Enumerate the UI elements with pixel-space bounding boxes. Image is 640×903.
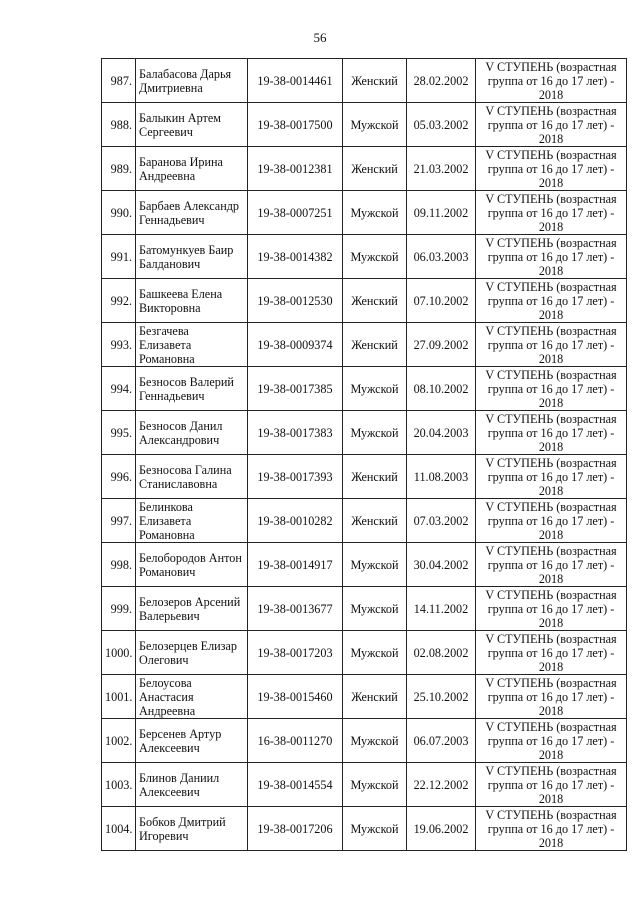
- participant-name-cell: Белозерцев Елизар Олегович: [136, 631, 248, 675]
- row-number-cell: 1000.: [102, 631, 136, 675]
- table-row: [102, 103, 627, 147]
- participant-sex-cell: Женский: [343, 279, 407, 323]
- participant-id-cell: 19-38-0015460: [248, 675, 343, 719]
- participant-id-cell: 19-38-0012530: [248, 279, 343, 323]
- participant-name-cell: Блинов Даниил Алексеевич: [136, 763, 248, 807]
- participant-name-cell: Белоусова Анастасия Андреевна: [136, 675, 248, 719]
- row-number-cell: 999.: [102, 587, 136, 631]
- birth-date-cell: 05.03.2002: [407, 103, 476, 147]
- row-number-cell: 990.: [102, 191, 136, 235]
- participant-sex-cell: Мужской: [343, 411, 407, 455]
- stage-level-cell: V СТУПЕНЬ (возрастная группа от 16 до 17 лет) - 2018: [476, 147, 627, 191]
- registry-table-body: [102, 59, 627, 851]
- stage-level-cell: V СТУПЕНЬ (возрастная группа от 16 до 17 лет) - 2018: [476, 323, 627, 367]
- row-number-cell: 994.: [102, 367, 136, 411]
- stage-level-cell: V СТУПЕНЬ (возрастная группа от 16 до 17 лет) - 2018: [476, 719, 627, 763]
- participant-name-cell: Безносов Данил Александрович: [136, 411, 248, 455]
- participant-id-cell: 19-38-0017203: [248, 631, 343, 675]
- row-number-cell: 992.: [102, 279, 136, 323]
- participant-id-cell: 19-38-0017393: [248, 455, 343, 499]
- birth-date-cell: 27.09.2002: [407, 323, 476, 367]
- participant-id-cell: 19-38-0014554: [248, 763, 343, 807]
- participant-name-cell: Берсенев Артур Алексеевич: [136, 719, 248, 763]
- row-number-cell: 993.: [102, 323, 136, 367]
- participant-sex-cell: Мужской: [343, 191, 407, 235]
- birth-date-cell: 30.04.2002: [407, 543, 476, 587]
- table-row: [102, 587, 627, 631]
- birth-date-cell: 11.08.2003: [407, 455, 476, 499]
- birth-date-cell: 25.10.2002: [407, 675, 476, 719]
- row-number-cell: 996.: [102, 455, 136, 499]
- table-row: [102, 499, 627, 543]
- birth-date-cell: 06.07.2003: [407, 719, 476, 763]
- row-number-cell: 988.: [102, 103, 136, 147]
- table-row: [102, 367, 627, 411]
- birth-date-cell: 19.06.2002: [407, 807, 476, 851]
- participant-sex-cell: Мужской: [343, 367, 407, 411]
- birth-date-cell: 02.08.2002: [407, 631, 476, 675]
- stage-level-cell: V СТУПЕНЬ (возрастная группа от 16 до 17 лет) - 2018: [476, 367, 627, 411]
- stage-level-cell: V СТУПЕНЬ (возрастная группа от 16 до 17 лет) - 2018: [476, 675, 627, 719]
- participant-name-cell: Безносов Валерий Геннадьевич: [136, 367, 248, 411]
- participant-id-cell: 19-38-0017383: [248, 411, 343, 455]
- birth-date-cell: 08.10.2002: [407, 367, 476, 411]
- stage-level-cell: V СТУПЕНЬ (возрастная группа от 16 до 17 лет) - 2018: [476, 191, 627, 235]
- stage-level-cell: V СТУПЕНЬ (возрастная группа от 16 до 17 лет) - 2018: [476, 587, 627, 631]
- table-row: [102, 59, 627, 103]
- row-number-cell: 987.: [102, 59, 136, 103]
- row-number-cell: 989.: [102, 147, 136, 191]
- birth-date-cell: 21.03.2002: [407, 147, 476, 191]
- birth-date-cell: 09.11.2002: [407, 191, 476, 235]
- table-row: [102, 191, 627, 235]
- birth-date-cell: 28.02.2002: [407, 59, 476, 103]
- stage-level-cell: V СТУПЕНЬ (возрастная группа от 16 до 17 лет) - 2018: [476, 455, 627, 499]
- participant-sex-cell: Женский: [343, 455, 407, 499]
- participant-name-cell: Балабасова Дарья Дмитриевна: [136, 59, 248, 103]
- participant-name-cell: Бобков Дмитрий Игоревич: [136, 807, 248, 851]
- participant-sex-cell: Женский: [343, 499, 407, 543]
- row-number-cell: 1001.: [102, 675, 136, 719]
- stage-level-cell: V СТУПЕНЬ (возрастная группа от 16 до 17 лет) - 2018: [476, 631, 627, 675]
- table-row: [102, 455, 627, 499]
- table-row: [102, 235, 627, 279]
- table-row: [102, 675, 627, 719]
- birth-date-cell: 20.04.2003: [407, 411, 476, 455]
- participant-sex-cell: Мужской: [343, 807, 407, 851]
- participant-sex-cell: Женский: [343, 147, 407, 191]
- row-number-cell: 1002.: [102, 719, 136, 763]
- table-row: [102, 543, 627, 587]
- table-row: [102, 323, 627, 367]
- participant-name-cell: Белинкова Елизавета Романовна: [136, 499, 248, 543]
- participant-id-cell: 19-38-0010282: [248, 499, 343, 543]
- row-number-cell: 995.: [102, 411, 136, 455]
- participant-sex-cell: Мужской: [343, 719, 407, 763]
- table-row: [102, 807, 627, 851]
- participant-name-cell: Барбаев Александр Геннадьевич: [136, 191, 248, 235]
- row-number-cell: 997.: [102, 499, 136, 543]
- stage-level-cell: V СТУПЕНЬ (возрастная группа от 16 до 17 лет) - 2018: [476, 411, 627, 455]
- table-row: [102, 411, 627, 455]
- participant-name-cell: Безгачева Елизавета Романовна: [136, 323, 248, 367]
- participant-name-cell: Белобородов Антон Романович: [136, 543, 248, 587]
- birth-date-cell: 14.11.2002: [407, 587, 476, 631]
- participant-sex-cell: Женский: [343, 323, 407, 367]
- participant-sex-cell: Мужской: [343, 103, 407, 147]
- participant-name-cell: Балыкин Артем Сергеевич: [136, 103, 248, 147]
- table-row: [102, 279, 627, 323]
- participant-sex-cell: Мужской: [343, 235, 407, 279]
- participant-sex-cell: Женский: [343, 59, 407, 103]
- participant-sex-cell: Мужской: [343, 763, 407, 807]
- birth-date-cell: 06.03.2003: [407, 235, 476, 279]
- stage-level-cell: V СТУПЕНЬ (возрастная группа от 16 до 17 лет) - 2018: [476, 59, 627, 103]
- stage-level-cell: V СТУПЕНЬ (возрастная группа от 16 до 17 лет) - 2018: [476, 807, 627, 851]
- row-number-cell: 991.: [102, 235, 136, 279]
- row-number-cell: 998.: [102, 543, 136, 587]
- birth-date-cell: 22.12.2002: [407, 763, 476, 807]
- stage-level-cell: V СТУПЕНЬ (возрастная группа от 16 до 17 лет) - 2018: [476, 499, 627, 543]
- participant-id-cell: 19-38-0014382: [248, 235, 343, 279]
- row-number-cell: 1004.: [102, 807, 136, 851]
- table-row: [102, 719, 627, 763]
- participant-id-cell: 19-38-0014917: [248, 543, 343, 587]
- participant-sex-cell: Женский: [343, 675, 407, 719]
- row-number-cell: 1003.: [102, 763, 136, 807]
- participant-name-cell: Батомункуев Баир Балданович: [136, 235, 248, 279]
- participant-name-cell: Баранова Ирина Андреевна: [136, 147, 248, 191]
- participant-name-cell: Башкеева Елена Викторовна: [136, 279, 248, 323]
- participant-sex-cell: Мужской: [343, 543, 407, 587]
- participant-sex-cell: Мужской: [343, 631, 407, 675]
- birth-date-cell: 07.03.2002: [407, 499, 476, 543]
- participant-id-cell: 19-38-0017385: [248, 367, 343, 411]
- table-row: [102, 147, 627, 191]
- participant-id-cell: 19-38-0017206: [248, 807, 343, 851]
- participant-id-cell: 19-38-0007251: [248, 191, 343, 235]
- participant-name-cell: Белозеров Арсений Валерьевич: [136, 587, 248, 631]
- participant-name-cell: Безносова Галина Станиславовна: [136, 455, 248, 499]
- table-row: [102, 763, 627, 807]
- stage-level-cell: V СТУПЕНЬ (возрастная группа от 16 до 17 лет) - 2018: [476, 279, 627, 323]
- participant-sex-cell: Мужской: [343, 587, 407, 631]
- registry-table: [101, 58, 627, 851]
- participant-id-cell: 19-38-0009374: [248, 323, 343, 367]
- participant-id-cell: 19-38-0013677: [248, 587, 343, 631]
- participant-id-cell: 16-38-0011270: [248, 719, 343, 763]
- page-number: 56: [313, 30, 327, 45]
- participant-id-cell: 19-38-0012381: [248, 147, 343, 191]
- table-row: [102, 631, 627, 675]
- stage-level-cell: V СТУПЕНЬ (возрастная группа от 16 до 17 лет) - 2018: [476, 235, 627, 279]
- participant-id-cell: 19-38-0014461: [248, 59, 343, 103]
- birth-date-cell: 07.10.2002: [407, 279, 476, 323]
- stage-level-cell: V СТУПЕНЬ (возрастная группа от 16 до 17 лет) - 2018: [476, 763, 627, 807]
- participant-id-cell: 19-38-0017500: [248, 103, 343, 147]
- stage-level-cell: V СТУПЕНЬ (возрастная группа от 16 до 17 лет) - 2018: [476, 543, 627, 587]
- stage-level-cell: V СТУПЕНЬ (возрастная группа от 16 до 17 лет) - 2018: [476, 103, 627, 147]
